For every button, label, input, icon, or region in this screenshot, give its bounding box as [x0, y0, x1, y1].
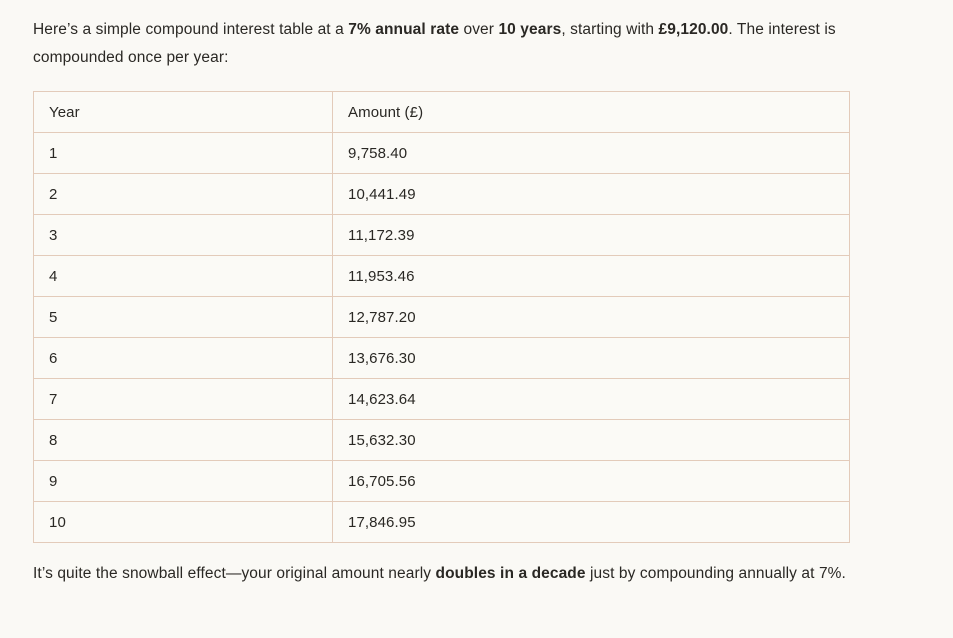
- bold-text-span: 7% annual rate: [348, 21, 460, 38]
- table-row: [34, 297, 850, 338]
- table-row: [34, 502, 850, 543]
- table-row: [34, 379, 850, 420]
- amount-cell: 12,787.20: [333, 297, 850, 338]
- table-row: [34, 133, 850, 174]
- year-cell: 10: [34, 502, 333, 543]
- year-cell: 3: [34, 215, 333, 256]
- text-span: just by compounding annually at 7%.: [585, 565, 846, 582]
- year-cell: 6: [34, 338, 333, 379]
- table-row: [34, 174, 850, 215]
- year-cell: 2: [34, 174, 333, 215]
- table-header: [34, 92, 850, 133]
- bold-text-span: doubles in a decade: [435, 565, 586, 582]
- year-cell: 8: [34, 420, 333, 461]
- text-span: , starting with: [561, 21, 659, 38]
- amount-column-header: Amount (£): [333, 92, 850, 133]
- amount-cell: 11,172.39: [333, 215, 850, 256]
- bold-text-span: 10 years: [498, 21, 562, 38]
- table-row: [34, 256, 850, 297]
- outro-paragraph: [33, 560, 891, 588]
- text-span: over: [459, 21, 499, 38]
- year-cell: 1: [34, 133, 333, 174]
- amount-cell: 11,953.46: [333, 256, 850, 297]
- year-cell: 5: [34, 297, 333, 338]
- table-row: [34, 420, 850, 461]
- amount-cell: 15,632.30: [333, 420, 850, 461]
- year-cell: 7: [34, 379, 333, 420]
- amount-cell: 17,846.95: [333, 502, 850, 543]
- amount-cell: 13,676.30: [333, 338, 850, 379]
- text-span: It’s quite the snowball effect—your original amount nearly: [33, 565, 436, 582]
- table-row: [34, 338, 850, 379]
- text-span: Here’s a simple compound interest table at a: [33, 21, 349, 38]
- amount-cell: 9,758.40: [333, 133, 850, 174]
- amount-cell: 10,441.49: [333, 174, 850, 215]
- text-span: . The interest is compounded once per year:: [33, 21, 836, 66]
- amount-cell: 14,623.64: [333, 379, 850, 420]
- intro-paragraph: [33, 16, 891, 72]
- compound-interest-table: [33, 91, 850, 543]
- bold-text-span: £9,120.00: [658, 21, 729, 38]
- year-column-header: Year: [34, 92, 333, 133]
- amount-cell: 16,705.56: [333, 461, 850, 502]
- table-row: [34, 215, 850, 256]
- year-cell: 4: [34, 256, 333, 297]
- interest-table-body: [34, 133, 850, 543]
- table-header-row: [34, 92, 850, 133]
- table-row: [34, 461, 850, 502]
- year-cell: 9: [34, 461, 333, 502]
